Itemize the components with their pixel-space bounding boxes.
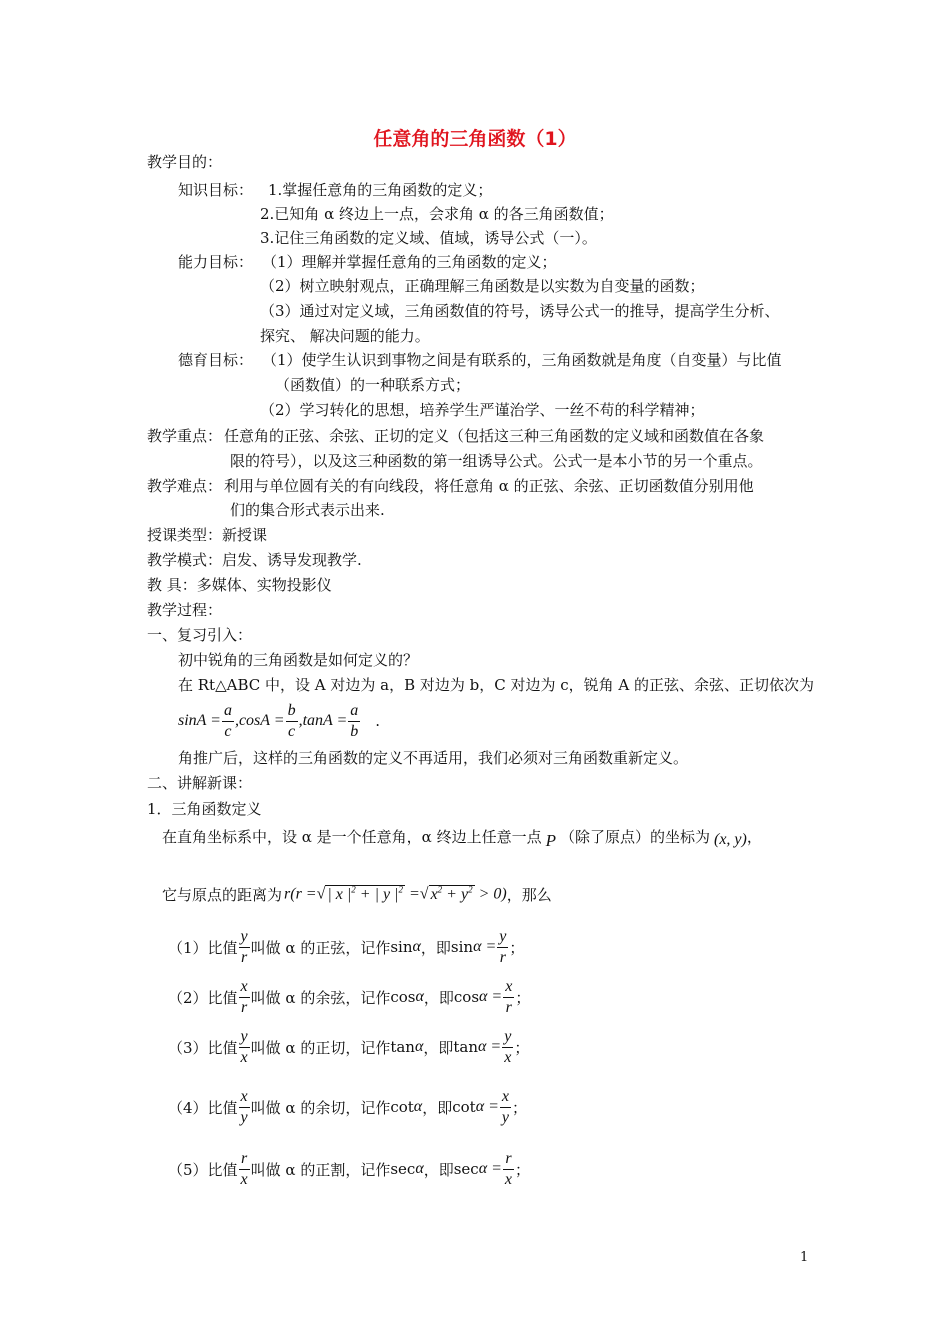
section-review: 一、复习引入：	[147, 626, 253, 644]
func-name: sec	[453, 1160, 479, 1178]
ratio-denominator: r	[240, 998, 248, 1016]
ratio-denominator: r	[240, 948, 248, 966]
func-name: sin	[390, 938, 413, 956]
then-text: ，那么	[506, 885, 552, 904]
extend-text: 角推广后，这样的三角函数的定义不再适用，我们必须对三角函数重新定义。	[178, 749, 689, 767]
def-sep: ，即	[423, 988, 454, 1007]
ability-item: （3）通过对定义域，三角函数值的符号，诱导公式一的推导，提高学生分析、	[260, 302, 780, 320]
ratio-numerator: x	[239, 1087, 250, 1108]
ratio-denominator: x	[504, 1170, 513, 1188]
teaching-tools: 教 具：多媒体、实物投影仪	[147, 576, 332, 594]
process-heading: 教学过程：	[147, 601, 223, 619]
definition-row: （1）比值 $\frac{y}{r}$ 叫做 α 的正弦，记作 sin α ，即 sin α = $\frac{y}{r}$ ；	[168, 927, 525, 966]
knowledge-item: 3.记住三角函数的定义域、值域，诱导公式（一）。	[260, 229, 597, 247]
moral-item: （函数值）的一种联系方式；	[275, 376, 471, 394]
acute-trig-formula: sinA = $\frac{a}{c}$ ,cosA = $\frac{b}{c}$ ,tanA = $\frac{a}{b}$ .	[178, 701, 381, 740]
def-sep: ，即	[422, 1098, 453, 1117]
ratio-numerator: r	[503, 1149, 514, 1170]
section-new: 二、讲解新课：	[147, 774, 253, 792]
review-text: 在 Rt△ABC 中，设 A 对边为 a，B 对边为 b，C 对边为 c，锐角 A 的正弦、余弦、正切依次为	[178, 676, 815, 694]
moral-label: 德育目标：	[178, 351, 254, 369]
knowledge-item: 2.已知角 α 终边上一点，会求角 α 的各三角函数值；	[260, 205, 614, 223]
key-point-line: 限的符号），以及这三种函数的第一组诱导公式。公式一是本小节的另一个重点。	[230, 452, 763, 470]
definition-row: （5）比值 $\frac{r}{x}$ 叫做 α 的正割，记作 sec α ，即 sec α = $\frac{r}{x}$ ；	[168, 1149, 531, 1188]
ratio-denominator: x	[240, 1170, 248, 1188]
def-number: （2）比值	[168, 988, 238, 1007]
key-point-label: 教学重点：	[147, 427, 223, 445]
definition-text-b: （除了原点）的坐标为	[559, 827, 710, 846]
ratio-numerator: y	[239, 927, 250, 948]
ratio-numerator: y	[497, 927, 508, 948]
func-name: tan	[390, 1038, 415, 1056]
ability-label: 能力目标：	[178, 253, 254, 271]
def-text: 叫做 α 的余弦，记作	[250, 988, 391, 1007]
def-text: 叫做 α 的正割，记作	[250, 1160, 391, 1179]
difficulty-label: 教学难点：	[147, 477, 223, 495]
teaching-mode: 教学模式：启发、诱导发现教学.	[147, 551, 362, 569]
func-name: cot	[452, 1098, 476, 1116]
goals-heading: 教学目的：	[147, 153, 223, 171]
ratio-numerator: x	[239, 977, 250, 998]
definition-text-a: 在直角坐标系中，设 α 是一个任意角，α 终边上任意一点	[162, 827, 542, 846]
knowledge-item: 1.掌握任意角的三角函数的定义；	[268, 181, 493, 199]
key-point-line: 任意角的正弦、余弦、正切的定义（包括这三种三角函数的定义域和函数值在各象	[224, 427, 765, 445]
lesson-type: 授课类型：新授课	[147, 526, 268, 544]
moral-item: （2）学习转化的思想，培养学生严谨治学、一丝不苟的科学精神；	[260, 401, 705, 419]
moral-item: （1）使学生认识到事物之间是有联系的，三角函数就是角度（自变量）与比值	[262, 351, 782, 369]
knowledge-label: 知识目标：	[178, 181, 254, 199]
ratio-numerator: x	[503, 977, 514, 998]
ratio-denominator: x	[240, 1048, 248, 1066]
page-number: 1	[800, 1250, 809, 1265]
def-number: （1）比值	[168, 938, 238, 957]
ratio-numerator: x	[500, 1087, 511, 1108]
review-question: 初中锐角的三角函数是如何定义的？	[178, 651, 419, 669]
def-text: 叫做 α 的余切，记作	[250, 1098, 391, 1117]
func-name: sec	[390, 1160, 416, 1178]
ratio-numerator: r	[239, 1149, 250, 1170]
def-text: 叫做 α 的正弦，记作	[250, 938, 391, 957]
ratio-numerator: y	[502, 1027, 513, 1048]
def-number: （3）比值	[168, 1038, 238, 1057]
ratio-numerator: y	[239, 1027, 250, 1048]
ratio-denominator: x	[504, 1048, 512, 1066]
func-name: cos	[453, 988, 480, 1006]
ability-item: （2）树立映射观点，正确理解三角函数是以实数为自变量的函数；	[260, 277, 705, 295]
definition-intro: 在直角坐标系中，设 α 是一个任意角，α 终边上任意一点 P （除了原点）的坐标为 (x, y) ，	[162, 827, 762, 850]
def-number: （5）比值	[168, 1160, 238, 1179]
difficulty-line: 们的集合形式表示出来.	[230, 501, 385, 519]
definition-row: （2）比值 $\frac{x}{r}$ 叫做 α 的余弦，记作 cos α ，即 cos α = $\frac{x}{r}$ ；	[168, 977, 531, 1016]
difficulty-line: 利用与单位圆有关的有向线段，将任意角 α 的正弦、余弦、正切函数值分别用他	[224, 477, 754, 495]
definition-row: （4）比值 $\frac{x}{y}$ 叫做 α 的余切，记作 cot α ，即 cot α = $\frac{x}{y}$ ；	[168, 1087, 528, 1126]
func-name: cot	[390, 1098, 414, 1116]
ability-item: 探究、 解决问题的能力。	[260, 327, 430, 345]
def-sep: ，即	[423, 1038, 454, 1057]
ability-item: （1）理解并掌握任意角的三角函数的定义；	[262, 253, 557, 271]
def-sep: ，即	[423, 1160, 454, 1179]
ratio-denominator: y	[501, 1108, 509, 1126]
distance-line: 它与原点的距离为 r(r =√ | x $|^2$ + | y $|^2$ =√ $x^2 + y^2 > 0$) ，那么	[162, 884, 552, 904]
func-name: tan	[453, 1038, 479, 1056]
def-text: 叫做 α 的正切，记作	[250, 1038, 391, 1057]
ratio-denominator: r	[499, 948, 506, 966]
func-name: cos	[390, 988, 416, 1006]
page-title: 任意角的三角函数（1）	[373, 128, 577, 150]
def-sep: ，即	[420, 938, 451, 957]
ratio-denominator: y	[240, 1108, 248, 1126]
def-number: （4）比值	[168, 1098, 238, 1117]
definition-row: （3）比值 $\frac{y}{x}$ 叫做 α 的正切，记作 tan α ，即 tan α = $\frac{y}{x}$ ；	[168, 1027, 530, 1066]
definition-heading: 1．三角函数定义	[147, 800, 262, 818]
func-name: sin	[450, 938, 474, 956]
ratio-denominator: r	[505, 998, 512, 1016]
distance-text: 它与原点的距离为	[162, 885, 283, 904]
